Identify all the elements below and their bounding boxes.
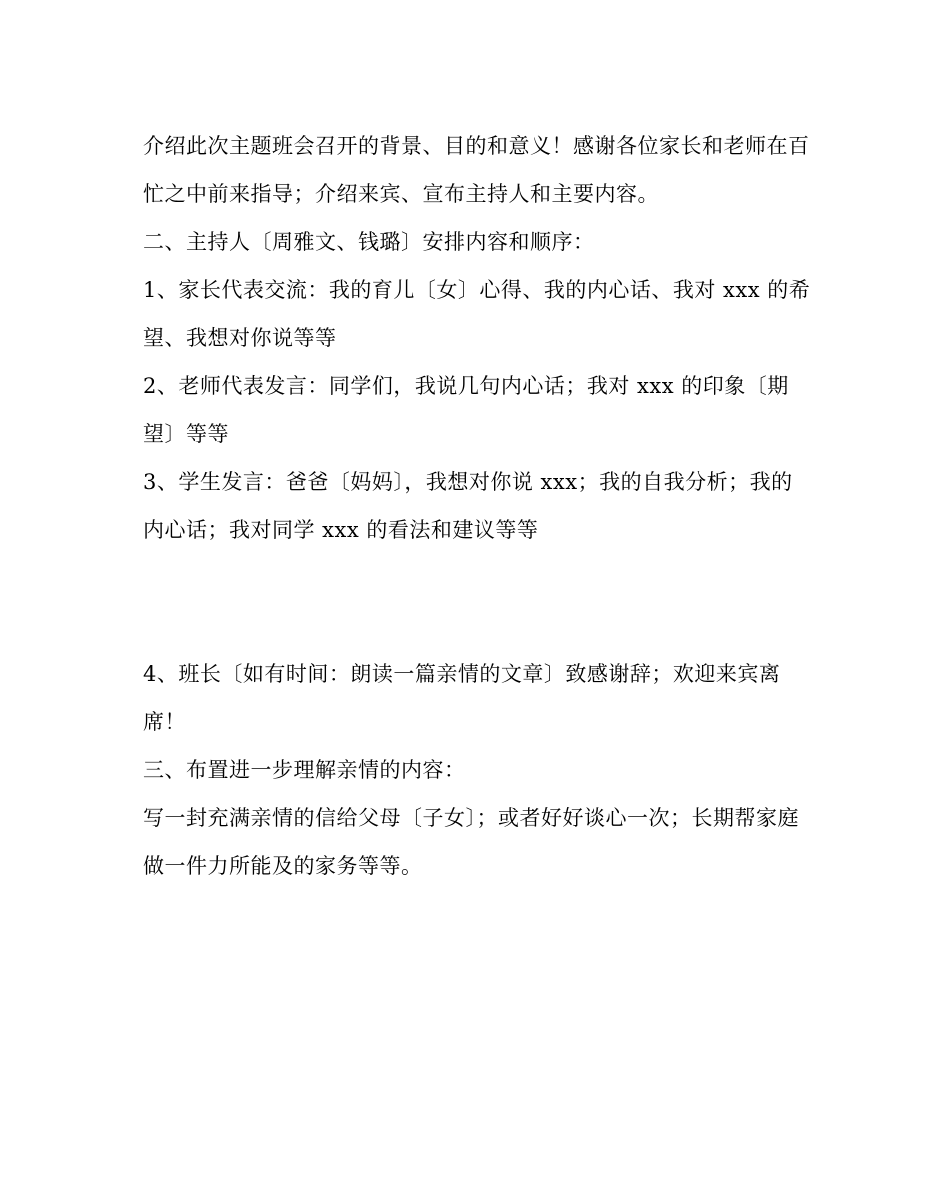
item-3-student-speech: 3、学生发言：爸爸〔妈妈〕，我想对你说 xxx；我的自我分析；我的内心话；我对同学 xxx 的看法和建议等等 [143, 470, 793, 542]
homework-paragraph: 写一封充满亲情的信给父母〔子女〕；或者好好谈心一次；长期帮家庭做一件力所能及的家务等等。 [143, 806, 799, 878]
intro-paragraph: 介绍此次主题班会召开的背景、目的和意义！感谢各位家长和老师在百忙之中前来指导；介绍来宾、宣布主持人和主要内容。 [143, 134, 810, 206]
item-4-monitor-thanks: 4、班长〔如有时间：朗读一篇亲情的文章〕致感谢辞；欢迎来宾离席！ [143, 662, 781, 734]
item-1-parents-exchange: 1、家长代表交流：我的育儿〔女〕心得、我的内心话、我对 xxx 的希望、我想对你说等等 [143, 278, 811, 350]
item-2-teacher-speech: 2、老师代表发言：同学们，我说几句内心话；我对 xxx 的印象〔期望〕等等 [143, 374, 789, 446]
section-two-heading: 二、主持人〔周雅文、钱璐〕安排内容和顺序： [143, 230, 595, 254]
section-three-heading: 三、布置进一步理解亲情的内容： [143, 758, 466, 782]
